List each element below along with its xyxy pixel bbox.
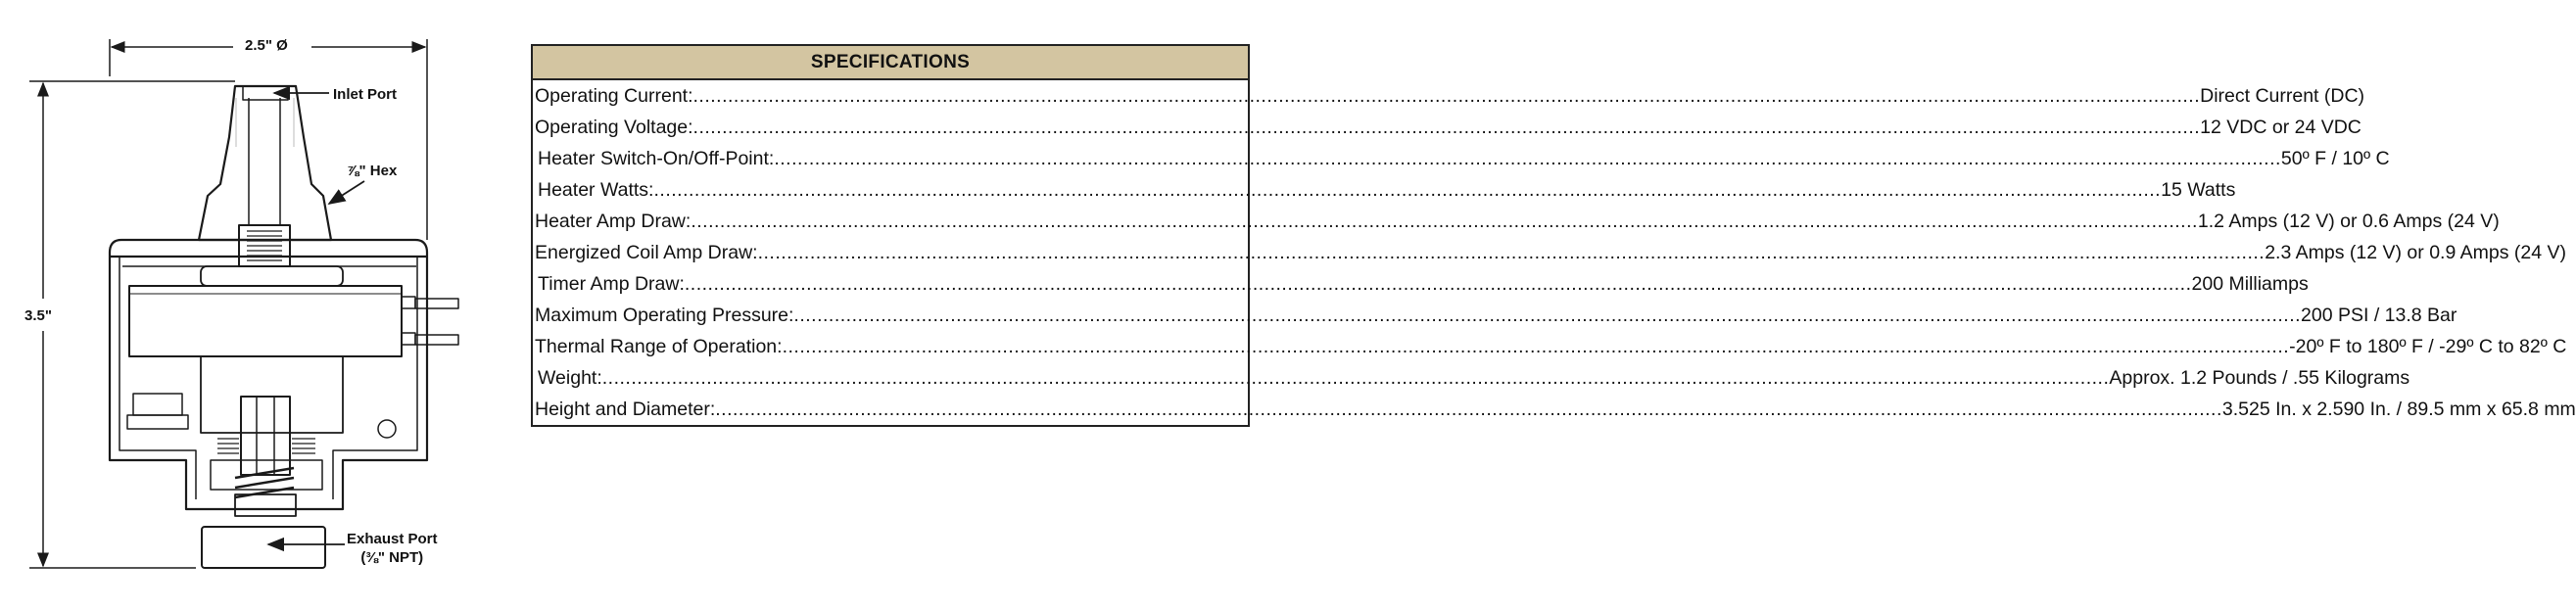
spec-label: Energized Coil Amp Draw: [535, 242, 758, 263]
spec-label: Operating Voltage: [535, 117, 693, 138]
spec-value: 3.525 In. x 2.590 In. / 89.5 mm x 65.8 mm [2221, 399, 2576, 420]
spec-value: Direct Current (DC) [2200, 85, 2365, 107]
spec-leader-dots: .................................................................................................................................................................................................................................................................... [653, 179, 2162, 201]
spec-leader-dots: .................................................................................................................................................................................................................................................................... [782, 336, 2290, 357]
spec-label: Thermal Range of Operation: [535, 336, 783, 357]
height-dimension-label: 3.5" [24, 307, 52, 324]
spec-leader-dots: .................................................................................................................................................................................................................................................................... [601, 367, 2110, 389]
spec-label: Operating Current: [535, 85, 693, 107]
spec-leader-dots: .................................................................................................................................................................................................................................................................... [774, 148, 2281, 169]
spec-leader-dots: .................................................................................................................................................................................................................................................................... [691, 211, 2198, 232]
spec-label: Timer Amp Draw: [538, 273, 685, 295]
spec-row [533, 237, 2567, 268]
spec-row [533, 394, 2576, 425]
diameter-dimension-label: 2.5" Ø [241, 37, 292, 54]
spec-value: 50º F / 10º C [2280, 148, 2390, 169]
spec-label: Weight: [538, 367, 602, 389]
inlet-port-callout: Inlet Port [333, 86, 398, 103]
specifications-rows [533, 80, 2576, 425]
spec-leader-dots: .................................................................................................................................................................................................................................................................... [692, 117, 2201, 138]
exhaust-port-callout [347, 530, 438, 567]
spec-row [533, 112, 2361, 143]
spec-row [533, 300, 2457, 331]
spec-leader-dots: .................................................................................................................................................................................................................................................................... [793, 305, 2302, 326]
spec-label: Heater Amp Draw: [535, 211, 692, 232]
spec-label: Maximum Operating Pressure: [535, 305, 794, 326]
spec-leader-dots: .................................................................................................................................................................................................................................................................... [757, 242, 2266, 263]
spec-row [533, 331, 2567, 362]
spec-label: Heater Watts: [538, 179, 654, 201]
spec-label: Height and Diameter: [535, 399, 716, 420]
spec-label: Heater Switch-On/Off-Point: [538, 148, 775, 169]
spec-row [533, 143, 2390, 174]
spec-value: 200 Milliamps [2191, 273, 2309, 295]
spec-value: 15 Watts [2161, 179, 2236, 201]
spec-value: -20º F to 180º F / -29º C to 82º C [2289, 336, 2567, 357]
specifications-title: SPECIFICATIONS [533, 46, 1248, 80]
spec-leader-dots: .................................................................................................................................................................................................................................................................... [684, 273, 2192, 295]
spec-value: 12 VDC or 24 VDC [2200, 117, 2361, 138]
valve-drawing [0, 0, 509, 610]
spec-value: 200 PSI / 13.8 Bar [2301, 305, 2457, 326]
spec-row [533, 206, 2500, 237]
spec-value: 2.3 Amps (12 V) or 0.9 Amps (24 V) [2265, 242, 2567, 263]
valve-cross-section-diagram [0, 0, 509, 610]
spec-row [533, 80, 2365, 112]
specifications-table [531, 44, 2576, 427]
spec-row [533, 362, 2410, 394]
spec-leader-dots: .................................................................................................................................................................................................................................................................... [692, 85, 2201, 107]
spec-row [533, 268, 2309, 300]
spec-leader-dots: .................................................................................................................................................................................................................................................................... [715, 399, 2222, 420]
exhaust-port-label: Exhaust Port [347, 531, 438, 547]
spec-row [533, 174, 2236, 206]
spec-value: 1.2 Amps (12 V) or 0.6 Amps (24 V) [2197, 211, 2500, 232]
hex-callout: ⅞" Hex [347, 163, 398, 179]
exhaust-port-size: (⅜" NPT) [360, 549, 424, 566]
spec-value: Approx. 1.2 Pounds / .55 Kilograms [2109, 367, 2410, 389]
